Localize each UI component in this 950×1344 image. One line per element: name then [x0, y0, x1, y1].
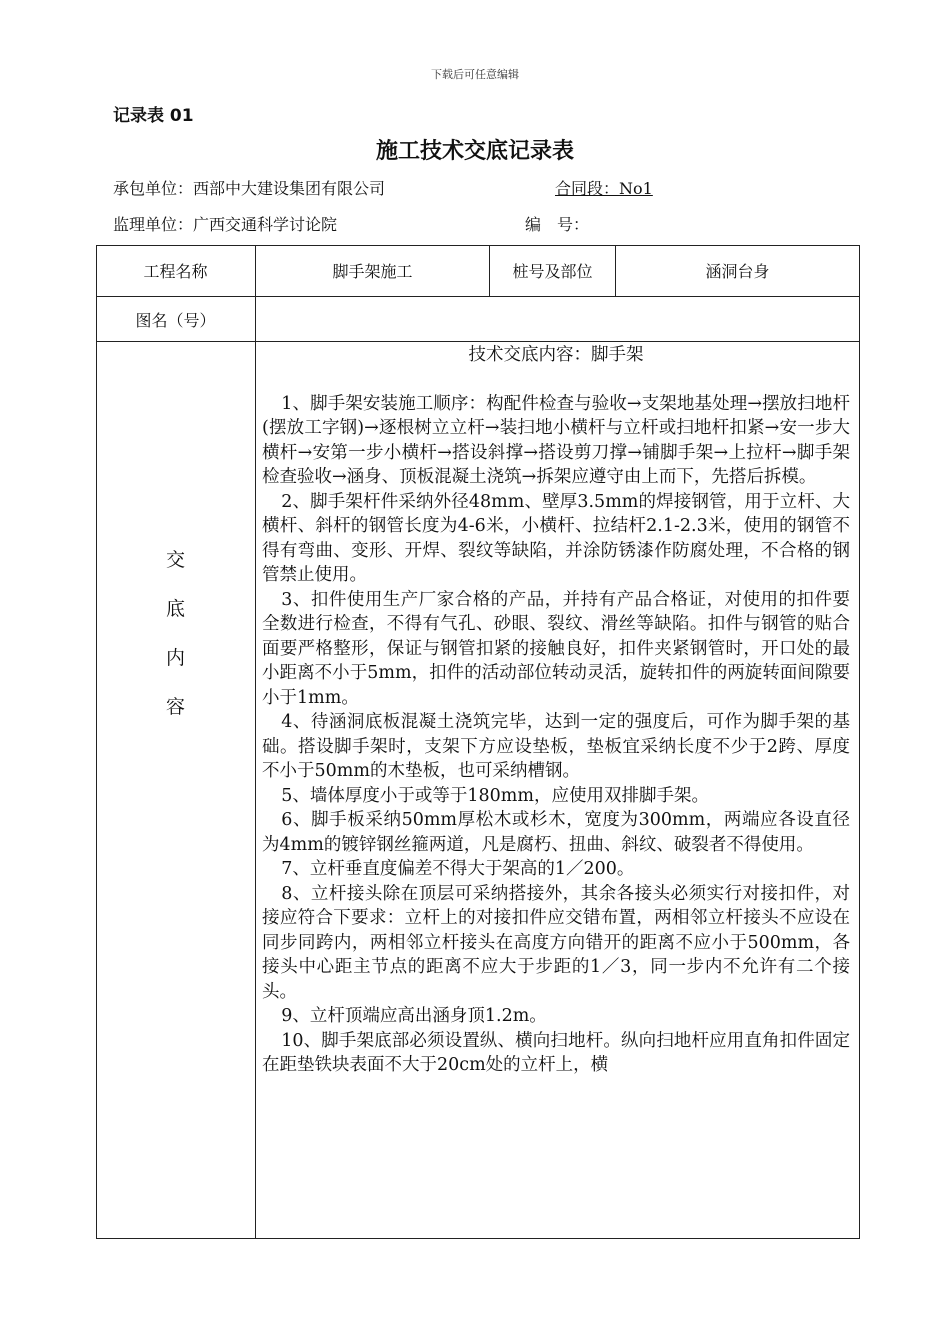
content-label-char: 交	[165, 549, 185, 571]
table-border-left	[96, 245, 97, 1239]
station-value: 涵洞台身	[705, 262, 770, 281]
drawing-value	[256, 297, 859, 341]
disclosure-content	[262, 343, 850, 1235]
supervisor-label: 监理单位：	[113, 215, 194, 234]
content-label	[96, 545, 255, 719]
content-paragraph: 1、脚手架安装施工顺序：构配件检查与验收→支架地基处理→摆放扫地杆(摆放工字钢)→逐根树立立杆→装扫地小横杆与立杆或扫地杆扣紧→安一步大横杆→安第一步小横杆→搭设斜撑→搭设剪刀撑→铺脚手架→上拉杆→脚手架检查验收→涵身、顶板混凝土浇筑→拆架应遵守由上而下，先搭后拆模。	[262, 393, 850, 487]
table-col-divider	[255, 245, 256, 1239]
record-number: 记录表 01	[113, 106, 194, 126]
content-paragraph: 6、脚手板采纳50mm厚松木或杉木，宽度为300mm，两端应各设直径为4mm的镀锌钢丝箍两道，凡是腐朽、扭曲、斜纹、破裂者不得使用。	[262, 810, 850, 855]
content-paragraph: 2、脚手架杆件采纳外径48mm、壁厚3.5mm的焊接钢管，用于立杆、大横杆、斜杆的钢管长度为4-6米，小横杆、拉结杆2.1-2.3米，使用的钢管不得有弯曲、变形、开焊、裂纹等缺陷，并涂防锈漆作防腐处理，不合格的钢管禁止使用。	[262, 491, 850, 585]
content-label-char: 底	[165, 598, 185, 620]
table-border-right	[859, 245, 860, 1239]
content-heading: 技术交底内容：脚手架	[468, 345, 644, 365]
content-paragraph: 4、待涵洞底板混凝土浇筑完毕，达到一定的强度后，可作为脚手架的基础。搭设脚手架时，支架下方应设垫板，垫板宜采纳长度不少于2跨、厚度不小于50mm的木垫板，也可采纳槽钢。	[262, 712, 850, 781]
number-label: 编 号：	[525, 215, 590, 234]
supervisor-value: 广西交通科学讨论院	[193, 215, 338, 234]
watermark-text: 下载后可任意编辑	[431, 68, 519, 81]
content-paragraph: 10、脚手架底部必须设置纵、横向扫地杆。纵向扫地杆应用直角扣件固定在距垫铁块表面不大于20cm处的立杆上，横	[262, 1030, 850, 1075]
project-name-label: 工程名称	[143, 262, 208, 281]
content-label-char: 内	[165, 647, 185, 669]
contractor-label: 承包单位：	[113, 179, 194, 198]
project-name-value: 脚手架施工	[332, 262, 413, 281]
record-table	[96, 245, 860, 1239]
contract-label: 合同段：	[555, 179, 620, 198]
table-border-bottom	[96, 1238, 860, 1239]
drawing-label: 图名（号）	[135, 310, 216, 330]
contractor-line	[113, 176, 385, 199]
content-label-char: 容	[165, 696, 185, 718]
content-paragraph: 7、立杆垂直度偏差不得大于架高的1／200。	[281, 859, 635, 879]
content-paragraph: 9、立杆顶端应高出涵身顶1.2m。	[281, 1006, 547, 1026]
page-title: 施工技术交底记录表	[375, 139, 574, 164]
table-row-divider	[96, 341, 860, 342]
station-label: 桩号及部位	[512, 262, 593, 281]
supervisor-line	[113, 212, 337, 235]
contract-section-line	[555, 176, 653, 199]
content-paragraph: 3、扣件使用生产厂家合格的产品，并持有产品合格证，对使用的扣件要全数进行检查，不得有气孔、砂眼、裂纹、滑丝等缺陷。扣件与钢管的贴合面要严格整形，保证与钢管扣紧的接触良好，扣件夹紧钢管时，开口处的最小距离不小于5mm，扣件的活动部位转动灵活，旋转扣件的两旋转面间隙要小于1mm。	[262, 589, 850, 708]
number-line	[525, 212, 589, 235]
contract-value: No1	[619, 179, 653, 198]
content-paragraph: 5、墙体厚度小于或等于180mm，应使用双排脚手架。	[281, 785, 709, 806]
contractor-value: 西部中大建设集团有限公司	[193, 179, 386, 198]
content-paragraph: 8、立杆接头除在顶层可采纳搭接外，其余各接头必须实行对接扣件，对接应符合下要求：立杆上的对接扣件应交错布置，两相邻立杆接头不应设在同步同跨内，两相邻立杆接头在高度方向错开的距离不应小于500mm，各接头中心距主节点的距离不应大于步距的1／3，同一步内不允许有二个接头。	[262, 883, 850, 1002]
